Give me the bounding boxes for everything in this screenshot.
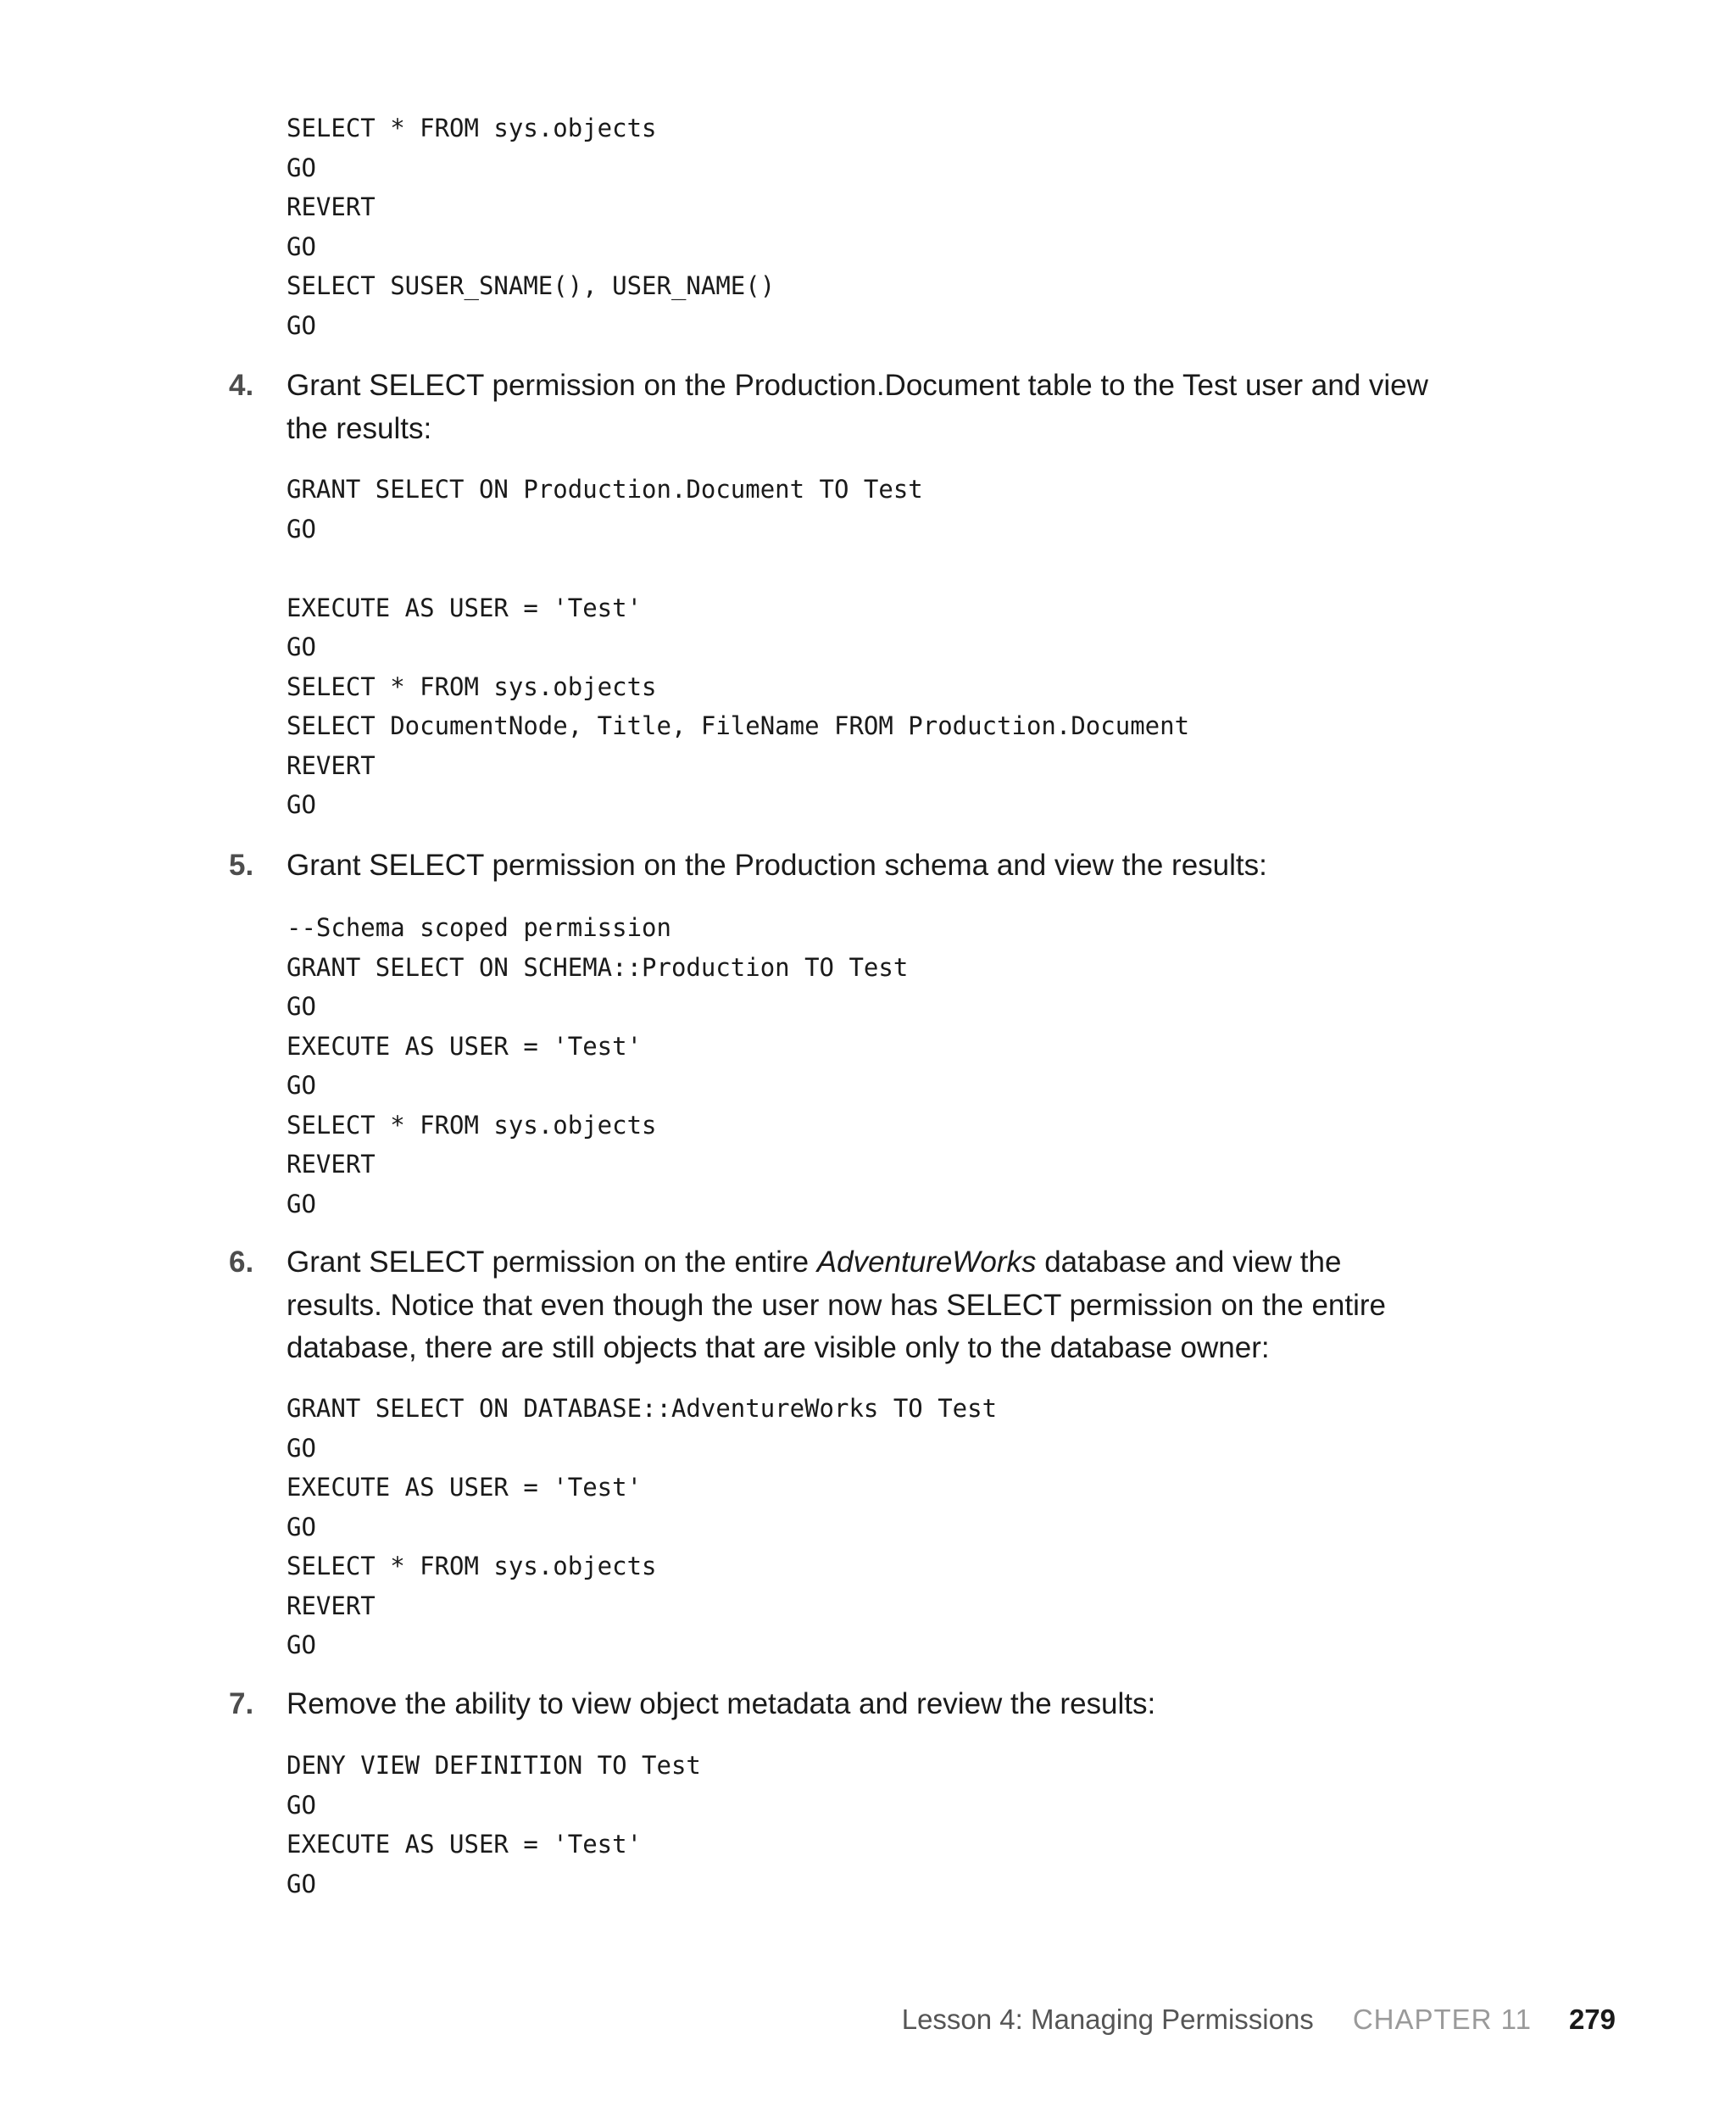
code-line: DENY VIEW DEFINITION TO Test bbox=[287, 1751, 701, 1780]
code-line: SELECT * FROM sys.objects bbox=[287, 1552, 657, 1580]
code-line: GO bbox=[287, 790, 316, 819]
step-7 bbox=[229, 1683, 1433, 1726]
step-6 bbox=[229, 1241, 1433, 1370]
code-line: GO bbox=[287, 1512, 316, 1541]
code-line: SELECT DocumentNode, Title, FileName FROM Production.Document bbox=[287, 711, 1190, 740]
code-line bbox=[287, 549, 1189, 588]
step-text-italic: AdventureWorks bbox=[816, 1246, 1037, 1279]
code-line: REVERT bbox=[287, 750, 376, 780]
step-text: Grant SELECT permission on the Production.Document table to the Test user and view the results: bbox=[287, 369, 1428, 445]
code-line: EXECUTE AS USER = 'Test' bbox=[287, 1473, 643, 1502]
code-line: GRANT SELECT ON SCHEMA::Production TO Test bbox=[287, 952, 909, 982]
code-block-4 bbox=[287, 1389, 997, 1665]
step-number: 4. bbox=[229, 369, 254, 402]
page-footer bbox=[902, 2001, 1616, 2038]
code-block-5 bbox=[287, 1746, 701, 1903]
code-line: SELECT * FROM sys.objects bbox=[287, 1110, 657, 1140]
code-line: EXECUTE AS USER = 'Test' bbox=[287, 1031, 643, 1061]
code-line: GRANT SELECT ON DATABASE::AdventureWorks TO Test bbox=[287, 1394, 998, 1423]
code-line: --Schema scoped permission bbox=[287, 913, 671, 942]
step-4 bbox=[229, 365, 1433, 450]
step-text-part: database and view the results. Notice that even though the user now has SELECT permission on the entire database, there are still objects that are visible only to the database owner: bbox=[287, 1246, 1387, 1364]
code-block-3 bbox=[287, 908, 908, 1223]
code-line: GO bbox=[287, 153, 316, 182]
code-line: GO bbox=[287, 1790, 316, 1820]
code-line: REVERT bbox=[287, 1150, 376, 1179]
code-line: SELECT * FROM sys.objects bbox=[287, 672, 657, 701]
step-number: 6. bbox=[229, 1246, 254, 1279]
code-line: GO bbox=[287, 1433, 316, 1463]
step-number: 7. bbox=[229, 1687, 254, 1720]
footer-chapter-label: CHAPTER 11 bbox=[1352, 2004, 1532, 2035]
code-line: SELECT * FROM sys.objects bbox=[287, 114, 657, 142]
step-text-part: Grant SELECT permission on the entire bbox=[287, 1246, 817, 1279]
code-line: SELECT SUSER_SNAME(), USER_NAME() bbox=[287, 271, 776, 300]
step-5 bbox=[229, 844, 1433, 888]
code-line: GO bbox=[287, 992, 316, 1021]
code-line: REVERT bbox=[287, 192, 376, 221]
step-number: 5. bbox=[229, 849, 254, 882]
step-text bbox=[287, 1241, 1433, 1370]
code-line: GO bbox=[287, 633, 316, 661]
code-line: GO bbox=[287, 1071, 316, 1100]
page-number: 279 bbox=[1568, 2004, 1616, 2035]
code-line: GO bbox=[287, 1869, 316, 1898]
code-line: REVERT bbox=[287, 1591, 376, 1620]
step-text: Grant SELECT permission on the Production schema and view the results: bbox=[287, 849, 1267, 882]
code-line: EXECUTE AS USER = 'Test' bbox=[287, 1830, 643, 1859]
code-line: GRANT SELECT ON Production.Document TO Test bbox=[287, 475, 923, 504]
code-line: GO bbox=[287, 231, 316, 261]
step-text: Remove the ability to view object metadata and review the results: bbox=[287, 1687, 1156, 1720]
code-line: GO bbox=[287, 514, 316, 543]
code-block-2 bbox=[287, 470, 1189, 825]
code-line: GO bbox=[287, 310, 316, 340]
code-block-1 bbox=[287, 109, 775, 345]
code-line: GO bbox=[287, 1189, 316, 1218]
code-line: EXECUTE AS USER = 'Test' bbox=[287, 593, 643, 622]
code-line: GO bbox=[287, 1630, 316, 1659]
footer-lesson-title: Lesson 4: Managing Permissions bbox=[901, 2004, 1314, 2035]
